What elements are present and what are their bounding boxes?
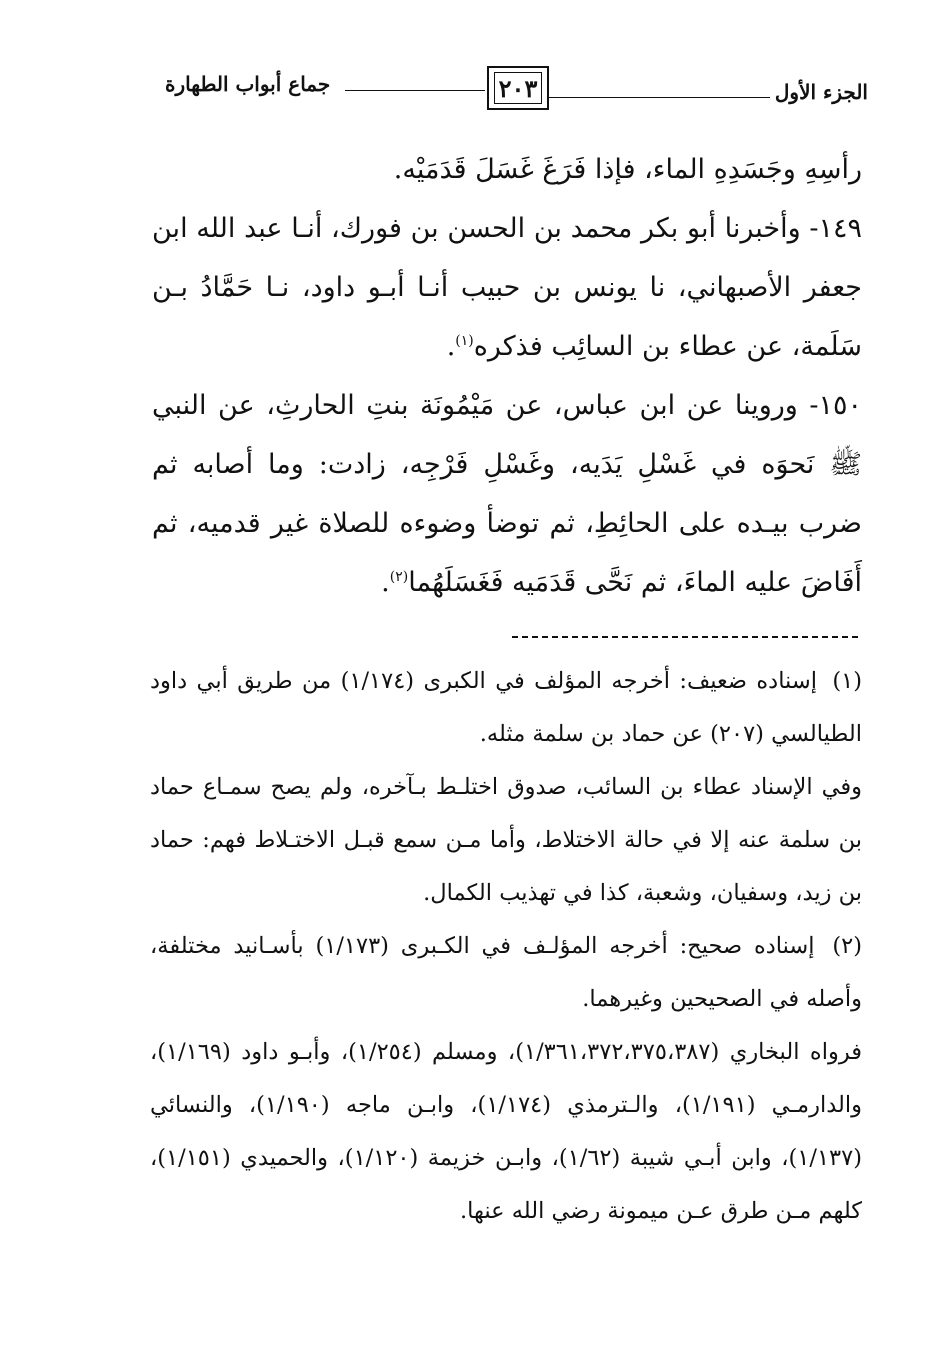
footnote-ref-1: (١) [455,333,474,349]
footnotes [150,655,862,1238]
footnote-2-para2-text: فرواه البخاري (١/٣٦١،٣٧٢،٣٧٥،٣٨٧)، ومسلم (١/٢٥٤)، وأبـو داود (١/١٦٩)، والدارمـي (١/١٩١)، والـترمذي (١/١٧٤)، وابـن ماجه (١/١٩٠)، والنسائي (١/١٣٧)، وابن أبـي شيبة (١/٦٢)، وابـن خزيمة (١/١٢٠)، والحميدي (١/١٥١)، كلهم مـن طرق عـن ميمونة رضي الله عنها. [150,1039,862,1224]
footnote-2-text: إسناده صحيح: أخرجه المؤلـف في الكـبرى (١/١٧٣) بأسـانيد مختلفة، وأصله في الصحيحين وغيرهما. [150,933,862,1012]
hadith-150-text: ١٥٠- وروينا عن ابن عباس، عن مَيْمُونَة بنتِ الحارثِ، عن النبي ﷺ نَحوَه في غَسْلِ يَدَيه، وغَسْلِ فَرْجِه، زادت: وما أصابه ثم ضرب بيـده على الحائِطِ، ثم توضأ وضوءه للصلاة غير قدميه، ثم أَفَاضَ عليه الماءَ، ثم نَحَّى قَدَمَيه فَغَسَلَهُما [152,390,862,598]
footnote-ref-2: (٢) [389,569,409,585]
footnote-1-para2-text: وفي الإسناد عطاء بن السائب، صدوق اختلـط بـآخره، ولم يصح سمـاع حماد بن سلمة عنه إلا في حالة الاختلاط، وأما مـن سمع قبـل الاختـلاط فهم: حماد بن زيد، وسفيان، وشعبة، كذا في تهذيب الكمال. [150,774,862,906]
footnote-1-text: إسناده ضعيف: أخرجه المؤلف في الكبرى (١/١٧٤) من طريق أبي داود الطيالسي (٢٠٧) عن حماد بن سلمة مثله. [150,668,862,747]
header-rule-right [548,97,770,98]
body-text-continuation: رأسِهِ وجَسَدِهِ الماء، فإذا فَرَغَ غَسَلَ قَدَمَيْه. [393,154,862,185]
hadith-150 [152,376,862,612]
footnote-1-paragraph-2 [150,761,862,920]
hadith-149-text: ١٤٩- وأخبرنا أبو بكر محمد بن الحسن بن فورك، أنـا عبد الله ابن جعفر الأصبهاني، نا يونس بن حبيب أنـا أبـو داود، نـا حَمَّادُ بـن سَلَمة، عن عطاء بن السائِب فذكره [152,213,862,362]
running-head-chapter: جماع أبواب الطهارة [165,72,331,96]
body-line-1 [152,140,862,199]
footnote-1-number: (١) [832,668,863,694]
hadith-149 [152,199,862,376]
footnote-2-number: (٢) [832,933,862,959]
footnote-2 [150,920,862,1026]
footnote-2-paragraph-2 [150,1026,862,1238]
page-number-text: ٢٠٣ [498,73,538,103]
header-rule-left [345,90,485,91]
running-head-volume: الجزء الأول [774,80,868,104]
footnote-separator [512,636,858,638]
hadith-150-end: . [381,567,390,598]
hadith-149-end: . [446,331,456,362]
page-number [487,66,549,110]
footnote-1 [150,655,862,761]
